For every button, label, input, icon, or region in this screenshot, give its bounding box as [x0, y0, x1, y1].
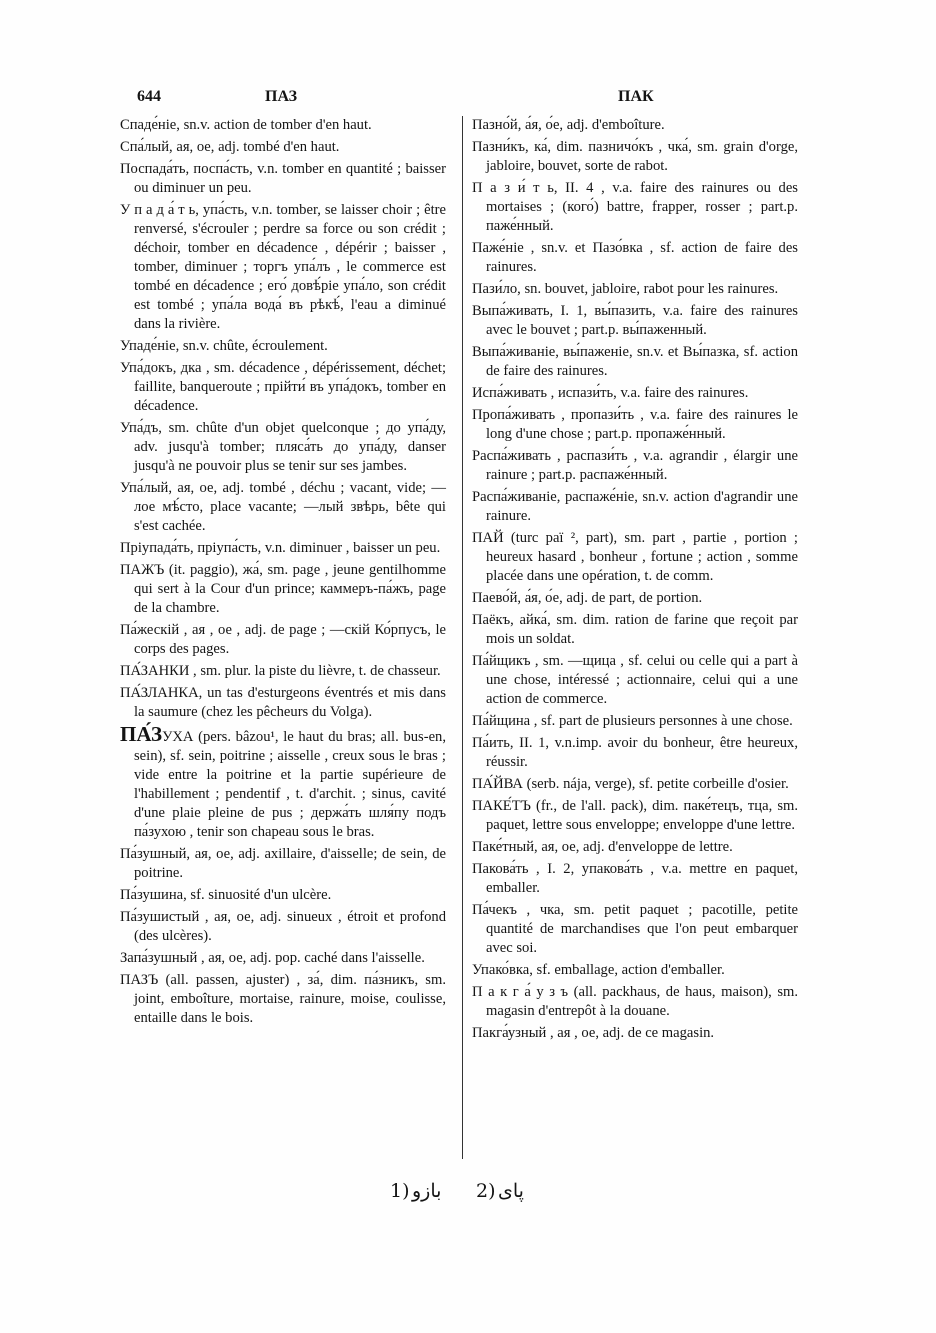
left-column: [120, 116, 446, 1031]
entry-raspazhivanie: Распа́живаніе, распаже́ніе, sn.v. action d'agrandir une rainure.: [472, 489, 798, 524]
entry-zapazushnyi: Запа́зушный , ая, ое, adj. pop. caché dans l'aisselle.: [120, 950, 425, 966]
entry-paznoi: Пазно́й, а́я, о́е, adj. d'emboîture.: [472, 117, 665, 133]
entry-paishchik: Па́йщикъ , sm. —щица , sf. celui ou celle qui a part à une chose, intéressé ; actionnaire, celui qui a une action de commerce.: [472, 653, 798, 707]
pazukha-text: УХА (pers. bâzou¹, le haut du bras; all. bus-en, sein), sf. sein, poitrine ; aisselle , creux sous le bras ; vide entre la poitrine et la partie supérieure de l'habillement ; pendentif , t. d'archit. ; sinus, cavité d'une plaie pleine de pus ; держа́ть шля́пу подъ па́зухою , tenir son chapeau sous le bras.: [134, 729, 446, 840]
entry-ispazhivat: Испа́живать , испази́ть, v.a. faire des rainures.: [472, 385, 749, 401]
entry-raspazhivat: Распа́живать , распази́ть , v.a. agrandir , élargir une rainure ; part.p. распаже́нный.: [472, 448, 798, 483]
left-running-head: ПАЗ: [265, 88, 298, 105]
entry-paz: ПАЗЪ (all. passen, ajuster) , за́, dim. па́зникъ, sm. joint, emboîture, mortaise, rainure, moise, coulisse, entaille dans le bois.: [120, 972, 446, 1026]
footnote-2-marker: 2): [476, 1180, 496, 1202]
entry-paek: Паёкъ, айка́, sm. dim. ration de farine que reçoit par mois un soldat.: [472, 612, 798, 647]
entry-paznik: Пазни́къ, ка́, dim. пазничо́къ , чка́, sm. grain d'orge, jabloire, bouvet, sorte de rabot.: [472, 139, 798, 174]
entry-pazlanka: ПА́ЗЛАНКА, un tas d'esturgeons éventrés et mis dans la saumure (chez les pêcheurs du Volga).: [120, 685, 446, 720]
entry-upakovka: Упако́вка, sf. emballage, action d'emballer.: [472, 962, 725, 978]
column-divider: [462, 116, 463, 1159]
entry-upalyi: Упа́лый, ая, ое, adj. tombé , déchu ; vacant, vide; —лое мѣ́сто, place vacante; —лый звѣрь, bête qui s'est cachée.: [120, 480, 446, 534]
footnote-1-text: بازو: [412, 1180, 442, 1202]
entry-pazanki: ПА́ЗАНКИ , sm. plur. la piste du lièvre, t. de chasseur.: [120, 663, 441, 679]
entry-pazilo: Пази́ло, sn. bouvet, jabloire, rabot pour les rainures.: [472, 281, 779, 297]
right-column: [472, 116, 798, 1046]
entry-paketnyi: Паке́тный, ая, ое, adj. d'enveloppe de lettre.: [472, 839, 733, 855]
entry-vypazhivanie: Выпа́живаніе, вы́паженіе, sn.v. et Вы́пазка, sf. action de faire des rainures.: [472, 344, 798, 379]
entry-propazhivat: Пропа́живать , пропази́ть , v.a. faire des rainures le long d'une chose ; part.p. пропаже́нный.: [472, 407, 798, 442]
entry-spalyi: Спа́лый, ая, ое, adj. tombé d'en haut.: [120, 139, 340, 155]
entry-pazushina: Па́зушина, sf. sinuosité d'un ulcère.: [120, 887, 332, 903]
entry-vypazhivat: Выпа́живать, I. 1, вы́пазить, v.a. faire des rainures avec le bouvet ; part.p. вы́паженный.: [472, 303, 798, 338]
pazukha-headword: ПА́З: [120, 722, 163, 746]
page-number: 644: [137, 88, 161, 105]
entry-pakovat: Пакова́ть , I. 2, упакова́ть , v.a. mettre en paquet, emballer.: [472, 861, 798, 896]
entry-pazushnyi: Па́зушный, ая, ое, adj. axillaire, d'aisselle; de sein, de poitrine.: [120, 846, 446, 881]
entry-paishchina: Па́йщина , sf. part de plusieurs personnes à une chose.: [472, 713, 793, 729]
entry-pazhenie: Паже́ніе , sn.v. et Пазо́вка , sf. action de faire des rainures.: [472, 240, 798, 275]
entry-pakgauznyi: Пакга́узный , ая , ое, adj. de ce magasin.: [472, 1025, 715, 1041]
entry-upadat: У п а д а́ т ь, упа́сть, v.n. tomber, se laisser choir ; être renversé, s'écrouler ; perdre sa force ou son crédit ; déchoir, tomber en décadence , dépérir ; baisser , tomber, diminuer ; торгъ упа́лъ , le commerce est tombé en décadence ; его́ довѣ́ріе упа́ло, son crédit est tombé ; упа́ла вода́ въ рѣкѣ́, l'eau a diminué dans la rivière.: [120, 202, 446, 332]
entry-pazushistyi: Па́зушистый , ая, ое, adj. sinueux , étroit et profond (des ulcères).: [120, 909, 446, 944]
entry-spadenie: Спаде́ніе, sn.v. action de tomber d'en haut.: [120, 117, 372, 133]
entry-paket: ПАКЕ́ТЪ (fr., de l'all. pack), dim. паке́тецъ, тца, sm. paquet, lettre sous enveloppe; enveloppe d'une lettre.: [472, 798, 798, 833]
entry-pazh: ПАЖЪ (it. paggio), жа́, sm. page , jeune gentilhomme qui sert à la Cour d'un prince; каммеръ-па́жъ, page de la chambre.: [120, 562, 446, 616]
entry-pazheskii: Па́жескій , ая , ое , adj. de page ; —скій Ко́рпусъ, le corps des pages.: [120, 622, 446, 657]
footnote-1-marker: 1): [390, 1180, 410, 1202]
entry-pazukha: [120, 722, 446, 842]
entry-pai: ПАЙ (turc paï ², part), sm. part , partie , portion ; heureux hasard , bonheur , fortune ; action , somme placée dans une opération, t. de comm.: [472, 530, 798, 584]
entry-paevoi: Паево́й, а́я, о́е, adj. de part, de portion.: [472, 590, 703, 606]
entry-pait: Па́ить, II. 1, v.n.imp. avoir du bonheur, être heureux, réussir.: [472, 735, 798, 770]
entry-pospadat: Поспада́ть, поспа́сть, v.n. tomber en quantité ; baisser ou diminuer un peu.: [120, 161, 446, 196]
entry-priupadat: Пріупада́ть, пріупа́сть, v.n. diminuer , baisser un peu.: [120, 540, 441, 556]
entry-paiva: ПА́ЙВА (serb. nája, verge), sf. petite corbeille d'osier.: [472, 776, 789, 792]
entry-pazit: П а з и́ т ь, II. 4 , v.a. faire des rainures ou des mortaises ; (кого́) battre, frapper, rosser ; part.p. паже́нный.: [472, 180, 798, 234]
footnote-2-text: پای: [498, 1180, 524, 1202]
right-running-head: ПАК: [618, 88, 654, 105]
entry-pakgauz: П а к г а́ у з ъ (all. packhaus, de haus, maison), sm. magasin d'entrepôt à la douane.: [472, 984, 798, 1019]
entry-upadenie: Упаде́ніе, sn.v. chûte, écroulement.: [120, 338, 328, 354]
entry-pachek: Па́чекъ , чка, sm. petit paquet ; pacotille, petite quantité de marchandises que l'on peut embarquer avec soi.: [472, 902, 798, 956]
entry-upad: Упа́дъ, sm. chûte d'un objet quelconque ; до упа́ду, adv. jusqu'à tomber; пляса́ть до упа́ду, danser jusqu'à ne pouvoir plus se tenir sur ses jambes.: [120, 420, 446, 474]
entry-upadok: Упа́докъ, дка , sm. décadence , dépérissement, déchet; faillite, banqueroute ; прійти́ въ упа́докъ, tomber en décadence.: [120, 360, 446, 414]
